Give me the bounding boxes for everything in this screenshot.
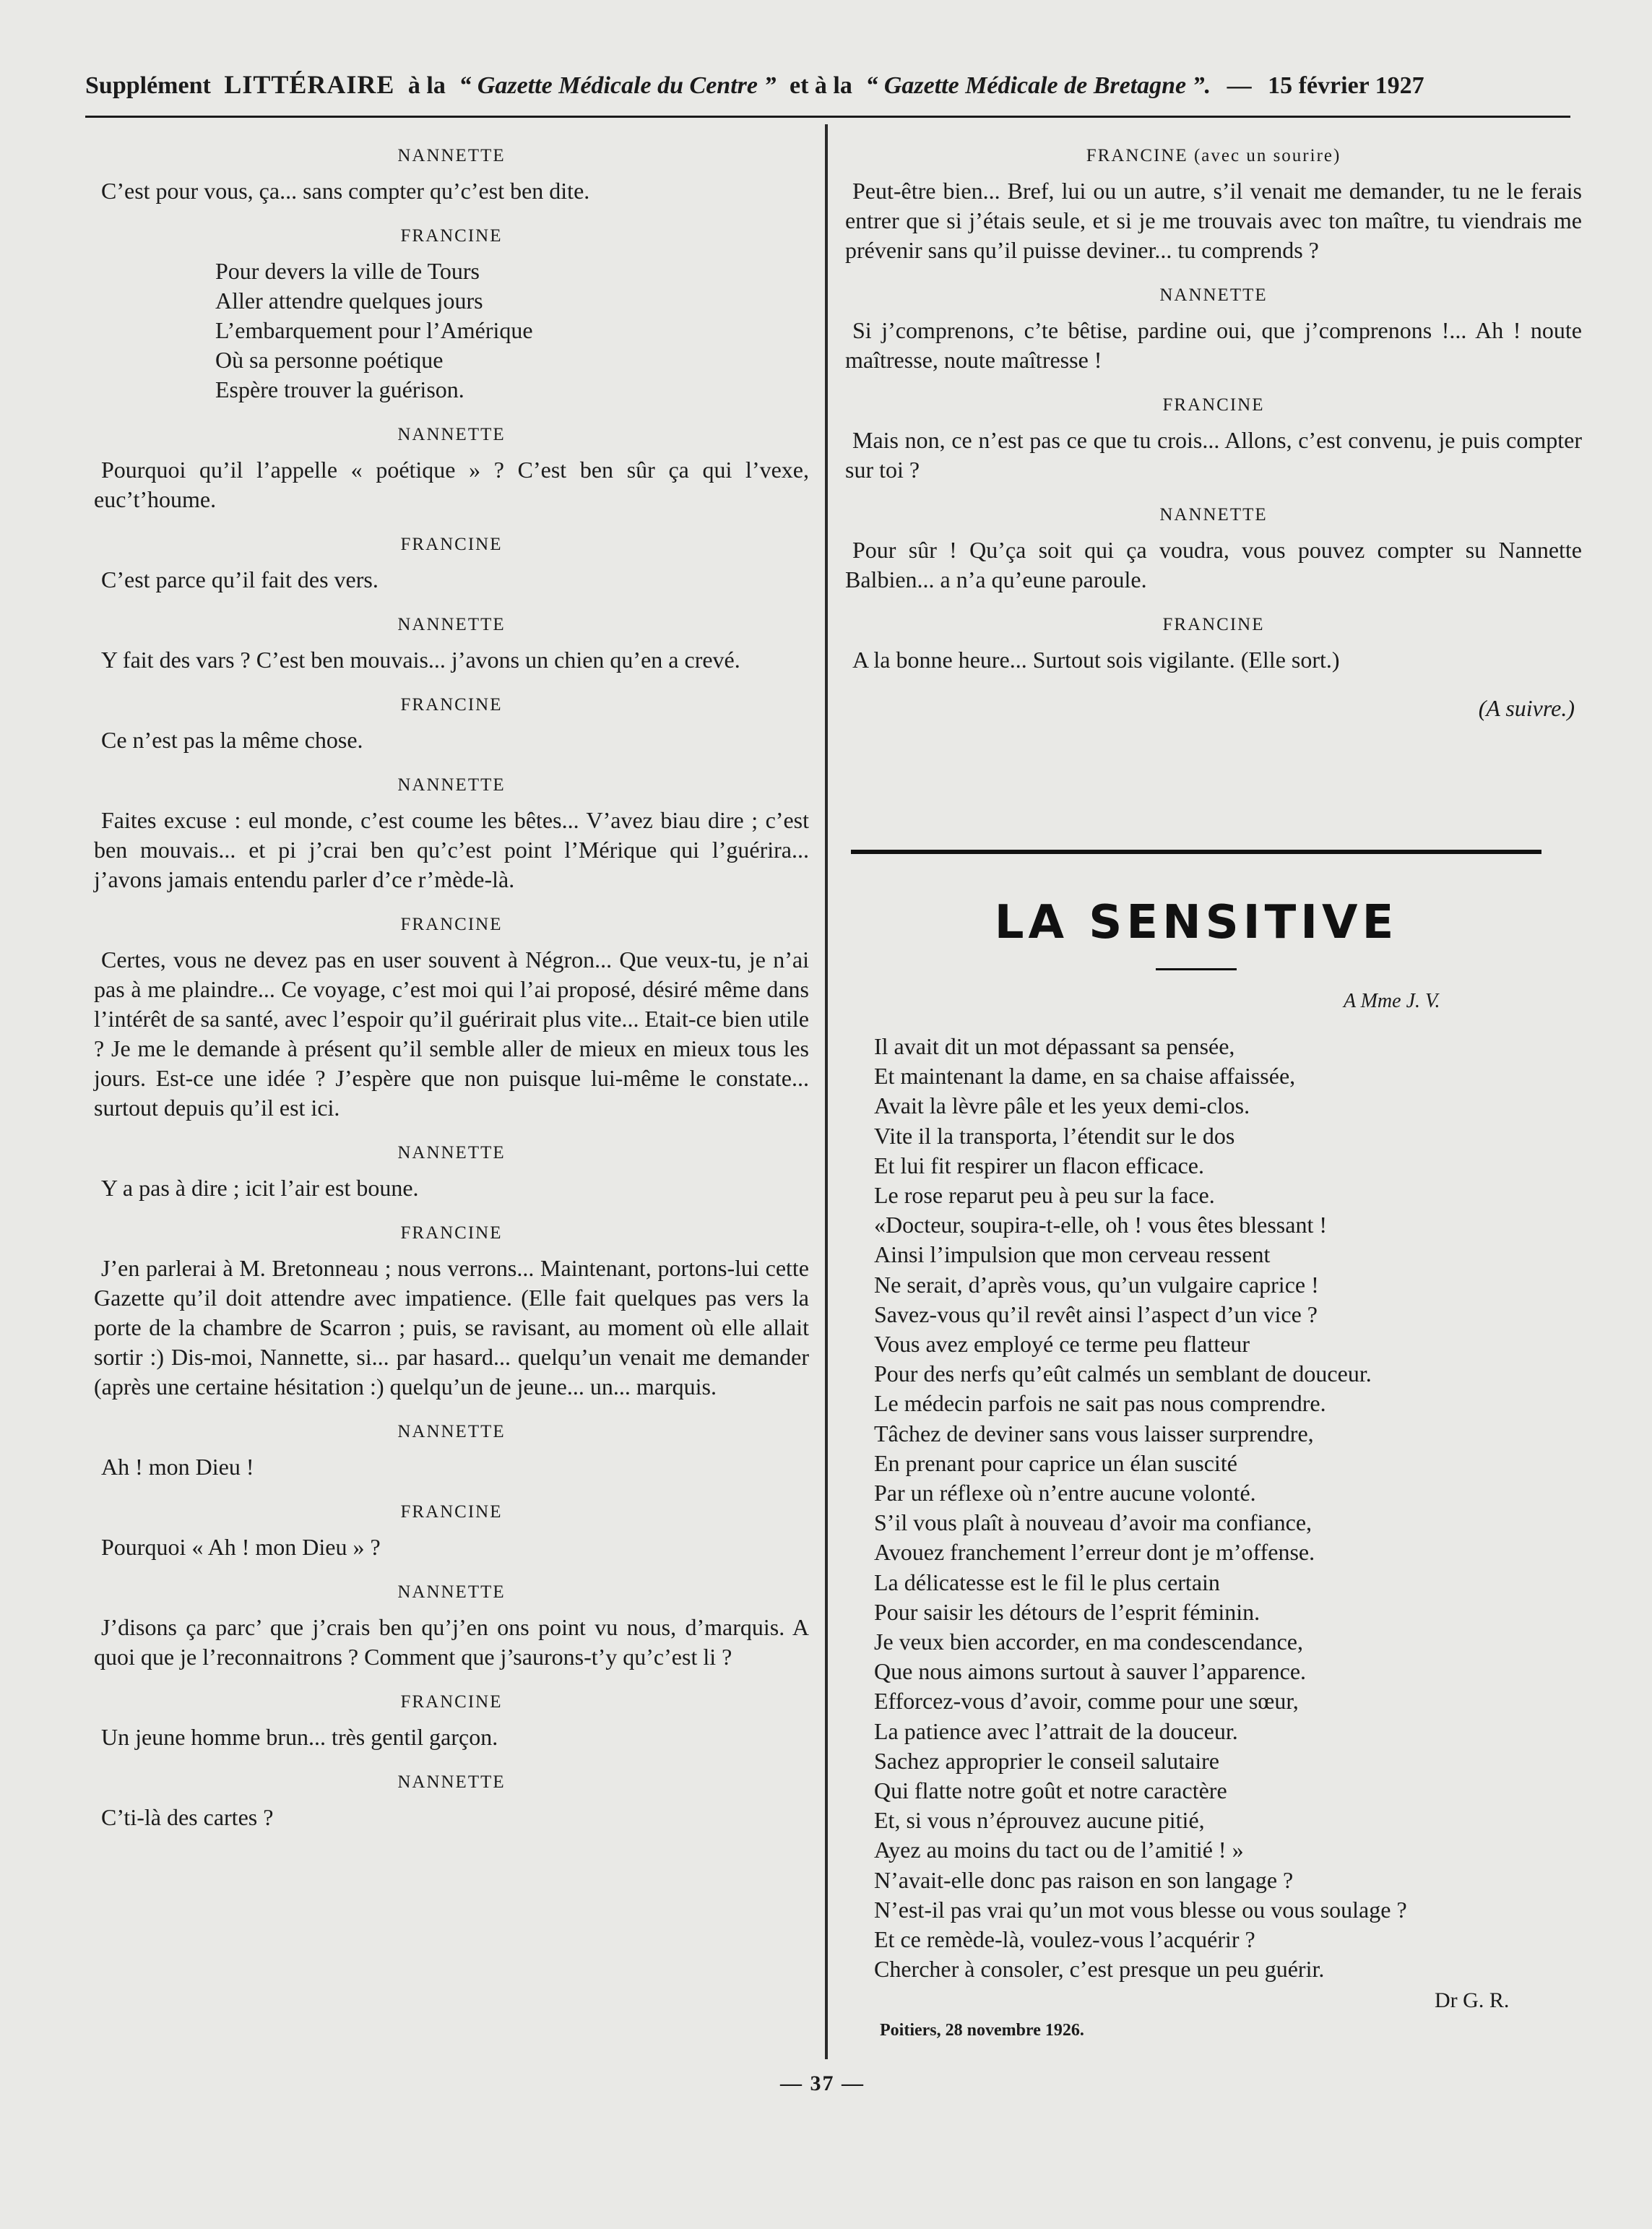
poem-line: Ne serait, d’après vous, qu’un vulgaire caprice !: [874, 1271, 1319, 1298]
dialogue-line: Pour sûr ! Qu’ça soit qui ça voudra, vous pouvez compter su Nannette Balbien... a n’a qu’eune paroule.: [845, 537, 1582, 592]
poem-line: Vous avez employé ce terme peu flatteur: [874, 1331, 1250, 1358]
speaker-name: FRANCINE: [1162, 615, 1265, 634]
poem-line: En prenant pour caprice un élan suscité: [874, 1449, 1237, 1476]
speaker-name: NANNETTE: [397, 1582, 506, 1602]
poem-line: Ainsi l’impulsion que mon cerveau ressent: [874, 1241, 1271, 1268]
right-column: [845, 145, 1582, 749]
dialogue-line: Y fait des vars ? C’est ben mouvais... j’avons un chien qu’en a crevé.: [101, 647, 740, 673]
speaker-name: FRANCINE: [400, 1223, 503, 1243]
page-number: — 37 —: [780, 2071, 865, 2095]
poem-line: Par un réflexe où n’entre aucune volonté.: [874, 1480, 1256, 1506]
to-be-continued: (A suivre.): [1478, 695, 1575, 721]
dialogue-line: C’est pour vous, ça... sans compter qu’c’est ben dite.: [101, 178, 590, 204]
poem-line: Efforcez-vous d’avoir, comme pour une sœur,: [874, 1688, 1299, 1715]
poem-body: [874, 1032, 1567, 1985]
verse-line: L’embarquement pour l’Amérique: [215, 317, 533, 343]
poem-line: Et lui fit respirer un flacon efficace.: [874, 1152, 1204, 1178]
speaker-name: FRANCINE: [400, 915, 503, 934]
poem-line: Pour des nerfs qu’eût calmés un semblant de douceur.: [874, 1361, 1372, 1387]
dialogue-line: J’disons ça parc’ que j’crais ben qu’j’en ons point vu nous, d’marquis. A quoi que je l’reconnaitrons ? Comment que j’saurons-t’y qu’c’est li ?: [94, 1614, 809, 1670]
verse-line: Aller attendre quelques jours: [215, 288, 483, 314]
poem-line: Que nous aimons surtout à sauver l’apparence.: [874, 1658, 1307, 1685]
poem-line: N’est-il pas vrai qu’un mot vous blesse ou vous soulage ?: [874, 1896, 1407, 1923]
dialogue-line: J’en parlerai à M. Bretonneau ; nous verrons... Maintenant, portons-lui cette Gazette qu’il doit attendre avec impatience. (Elle fait quelques pas vers la porte de la chambre de Scarron ; puis, se ravisant, au moment où elle allait sortir :) Dis-moi, Nannette, si... par hasard... quelqu’un venait me demander (après une certaine hésitation :) quelqu’un de jeune... un... marquis.: [94, 1255, 809, 1400]
dialogue-line: C’est parce qu’il fait des vers.: [101, 566, 379, 592]
dialogue-line: Si j’comprenons, c’te bêtise, pardine oui, que j’comprenons !... Ah ! noute maîtresse, noute maîtresse !: [845, 317, 1582, 373]
poem-line: Il avait dit un mot dépassant sa pensée,: [874, 1033, 1235, 1059]
dialogue-line: Certes, vous ne devez pas en user souvent à Négron... Que veux-tu, je n’ai pas à me plaindre... Ce voyage, c’est moi qui l’ai proposé, désiré même dans l’intérêt de sa santé, avec l’espoir qu’il guérirait plus vite... Etait-ce bien utile ? Je me le demande à présent qu’il semble aller de mieux en mieux tous les jours. Est-ce une idée ? J’espère que non puisque lui-même le constate... surtout depuis qu’il est ici.: [94, 947, 809, 1121]
dialogue-line: Pourquoi qu’il l’appelle « poétique » ? C’est ben sûr ça qui l’vexe, euc’t’houme.: [94, 457, 809, 512]
verse-line: Pour devers la ville de Tours: [215, 258, 480, 284]
page-header: [85, 69, 1570, 110]
verse-block: [94, 256, 809, 405]
header-gazette-centre: “ Gazette Médicale du Centre ”: [459, 72, 777, 99]
speaker-name: FRANCINE: [1162, 395, 1265, 415]
dialogue-line: Ah ! mon Dieu !: [101, 1454, 254, 1480]
poem-line: Savez-vous qu’il revêt ainsi l’aspect d’un vice ?: [874, 1301, 1318, 1327]
speaker-name: NANNETTE: [1159, 285, 1268, 305]
poem-line: Avait la lèvre pâle et les yeux demi-clos.: [874, 1092, 1250, 1119]
poem-title: LA SENSITIVE: [994, 896, 1398, 949]
header-et-a-la: et à la: [789, 72, 852, 99]
header-gazette-bretagne: “ Gazette Médicale de Bretagne ”.: [865, 72, 1211, 99]
poem-signature: Dr G. R.: [1435, 1988, 1510, 2012]
dialogue-line: Un jeune homme brun... très gentil garçon.: [101, 1724, 498, 1750]
speaker-name: NANNETTE: [397, 775, 506, 795]
poem-line: Le médecin parfois ne sait pas nous comprendre.: [874, 1390, 1326, 1417]
title-underline: [1156, 968, 1237, 970]
poem-line: Avouez franchement l’erreur dont je m’offense.: [874, 1539, 1315, 1566]
speaker-name: FRANCINE: [400, 535, 503, 554]
dialogue-line: Y a pas à dire ; icit l’air est boune.: [101, 1175, 419, 1201]
poem-line: «Docteur, soupira-t-elle, oh ! vous êtes blessant !: [874, 1212, 1327, 1238]
speaker-name: FRANCINE: [400, 226, 503, 246]
speaker-name: FRANCINE (avec un sourire): [1086, 146, 1341, 165]
poem-line: Je veux bien accorder, en ma condescendance,: [874, 1629, 1303, 1655]
speaker-name: NANNETTE: [397, 1422, 506, 1441]
header-date: 15 février 1927: [1268, 72, 1424, 99]
header-litteraire: LITTÉRAIRE: [224, 70, 395, 99]
header-dash: —: [1227, 72, 1252, 99]
speaker-name: FRANCINE: [400, 1502, 503, 1522]
poem-line: Qui flatte notre goût et notre caractère: [874, 1777, 1227, 1804]
poem-line: Et maintenant la dame, en sa chaise affaissée,: [874, 1063, 1296, 1090]
poem-line: Tâchez de deviner sans vous laisser surprendre,: [874, 1420, 1314, 1447]
poem-line: La délicatesse est le fil le plus certain: [874, 1569, 1220, 1595]
verse-line: Où sa personne poétique: [215, 347, 444, 373]
column-divider: [825, 124, 828, 2059]
dialogue-line: Pourquoi « Ah ! mon Dieu » ?: [101, 1534, 381, 1560]
speaker-name: FRANCINE: [400, 695, 503, 715]
dialogue-line: Mais non, ce n’est pas ce que tu crois... Allons, c’est convenu, je puis compter sur toi ?: [845, 427, 1582, 483]
poem-line: Et ce remède-là, voulez-vous l’acquérir ?: [874, 1926, 1255, 1953]
poem-line: Ayez au moins du tact ou de l’amitié ! »: [874, 1837, 1244, 1863]
poem-line: La patience avec l’attrait de la douceur.: [874, 1717, 1238, 1744]
header-prefix: Supplément: [85, 72, 211, 99]
poem-dedication: A Mme J. V.: [1344, 990, 1440, 1012]
speaker-name: NANNETTE: [397, 146, 506, 165]
dialogue-line: Ce n’est pas la même chose.: [101, 727, 363, 753]
poem-place-date: Poitiers, 28 novembre 1926.: [880, 2021, 1084, 2040]
poem-line: Et, si vous n’éprouvez aucune pitié,: [874, 1807, 1205, 1834]
poem-line: Sachez approprier le conseil salutaire: [874, 1747, 1219, 1774]
speaker-name: NANNETTE: [1159, 505, 1268, 525]
poem-line: S’il vous plaît à nouveau d’avoir ma confiance,: [874, 1509, 1312, 1536]
poem-line: N’avait-elle donc pas raison en son langage ?: [874, 1866, 1294, 1893]
dialogue-line: C’ti-là des cartes ?: [101, 1804, 274, 1830]
poem-line: Pour saisir les détours de l’esprit féminin.: [874, 1598, 1260, 1625]
verse-line: Espère trouver la guérison.: [215, 376, 464, 402]
speaker-name: NANNETTE: [397, 1143, 506, 1163]
speaker-name: NANNETTE: [397, 615, 506, 634]
dialogue-line: Peut-être bien... Bref, lui ou un autre, s’il venait me demander, tu ne le ferais entrer que si j’étais seule, et si je me trouvais avec ton maître, tu viendrais me prévenir sans qu’il puisse deviner... tu comprends ?: [845, 178, 1582, 263]
speaker-name: FRANCINE: [400, 1692, 503, 1712]
dialogue-line: A la bonne heure... Surtout sois vigilante. (Elle sort.): [852, 647, 1340, 673]
poem-line: Chercher à consoler, c’est presque un peu guérir.: [874, 1956, 1325, 1983]
speaker-name: NANNETTE: [397, 1772, 506, 1792]
poem-line: Le rose reparut peu à peu sur la face.: [874, 1182, 1215, 1209]
header-rule: [85, 116, 1570, 118]
dialogue-line: Faites excuse : eul monde, c’est coume les bêtes... V’avez biau dire ; c’est ben mouvais... et pi j’crai ben qu’c’est point l’Mérique qui l’guérira... j’avons jamais entendu parler d’ce r’mède-là.: [94, 807, 809, 892]
speaker-name: NANNETTE: [397, 425, 506, 444]
section-rule: [851, 850, 1541, 854]
left-column: [94, 145, 809, 1851]
poem-line: Vite il la transporta, l’étendit sur le dos: [874, 1122, 1235, 1149]
header-a-la: à la: [407, 72, 446, 99]
